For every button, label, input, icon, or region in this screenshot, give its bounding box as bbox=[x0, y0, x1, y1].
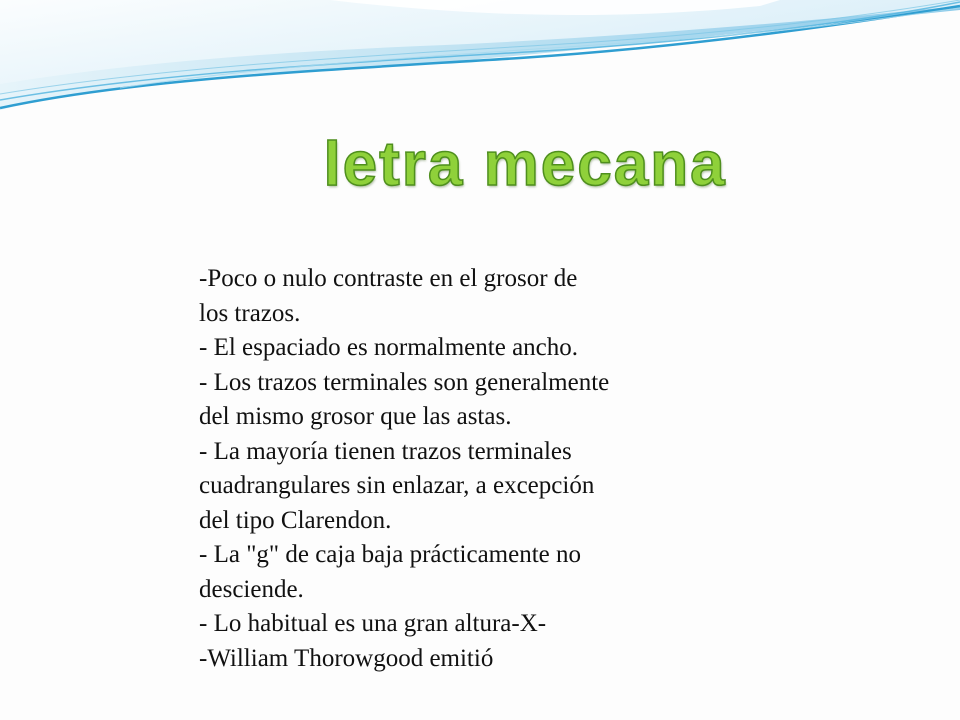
body-line: - La "g" de caja baja prácticamente no bbox=[199, 541, 582, 568]
wave-header-decoration bbox=[0, 0, 960, 120]
body-line: - Los trazos terminales son generalmente bbox=[199, 368, 610, 396]
body-line: - Lo habitual es una gran altura-X- bbox=[199, 610, 547, 637]
slide-title: letra mecana bbox=[323, 130, 727, 199]
body-line: del tipo Clarendon. bbox=[199, 506, 392, 534]
body-line: los trazos. bbox=[199, 299, 301, 327]
body-text bbox=[199, 262, 739, 676]
body-line: -Poco o nulo contraste en el grosor de bbox=[199, 265, 578, 292]
body-line: - El espaciado es normalmente ancho. bbox=[199, 334, 579, 361]
body-line: cuadrangulares sin enlazar, a excepción bbox=[199, 472, 595, 499]
body-line: del mismo grosor que las astas. bbox=[199, 403, 512, 430]
body-line: -William Thorowgood emitió bbox=[199, 644, 494, 672]
body-line: - La mayoría tienen trazos terminales bbox=[199, 437, 572, 465]
body-line: desciende. bbox=[199, 575, 304, 603]
